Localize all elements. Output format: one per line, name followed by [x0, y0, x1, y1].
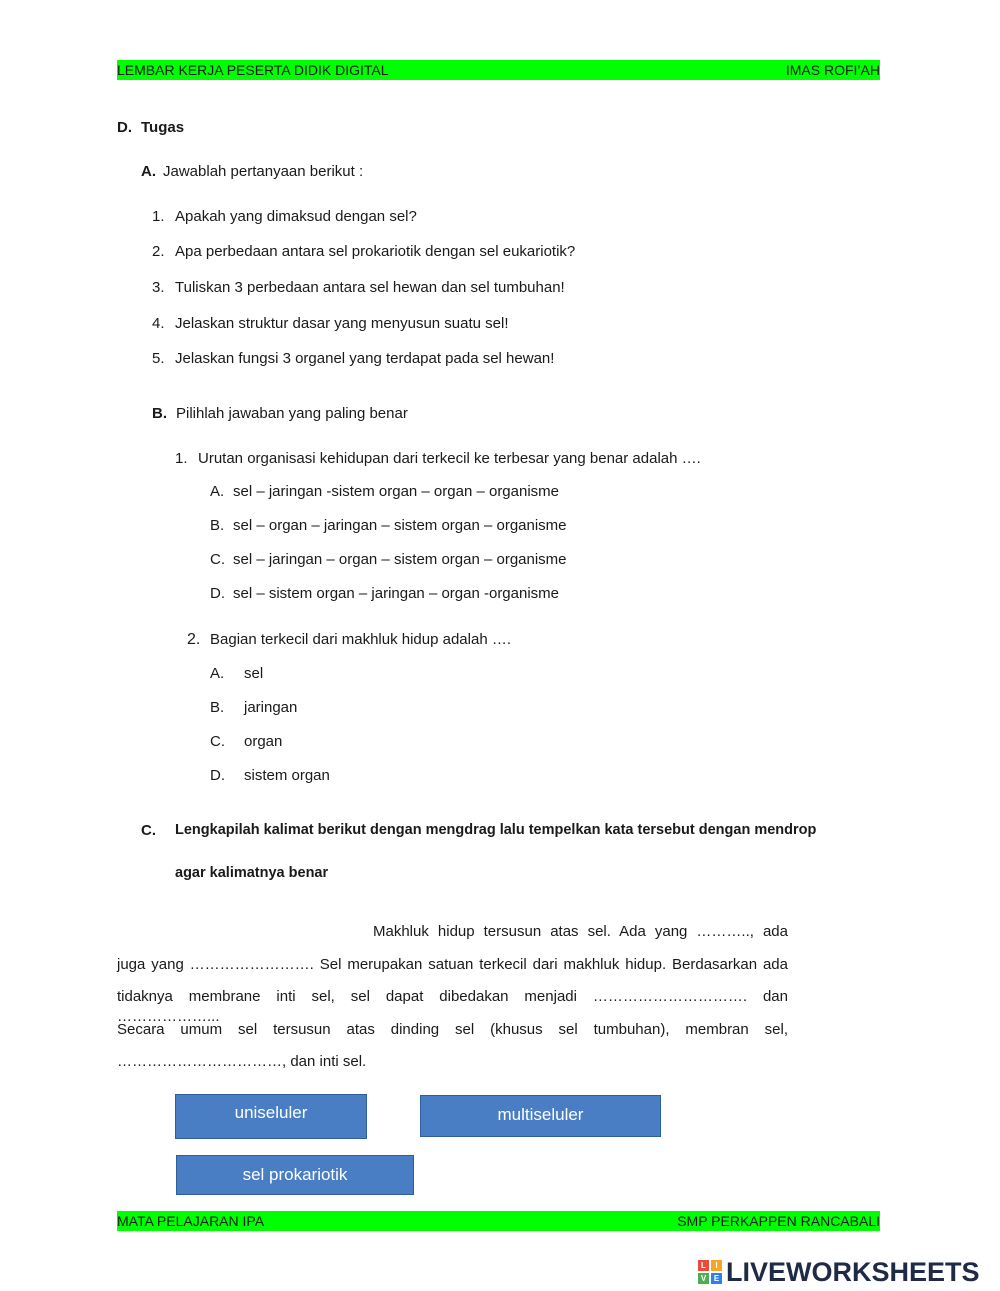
question-number: 1.	[152, 208, 165, 225]
footer-left-text: MATA PELAJARAN IPA	[117, 1213, 265, 1229]
section-d-title: Tugas	[141, 119, 185, 136]
option-text[interactable]: sel – organ – jaringan – sistem organ – organisme	[233, 517, 567, 534]
paragraph-line: tidaknya membrane inti sel, sel dapat dibedakan menjadi …………………………. dan ………………...	[117, 988, 788, 1025]
option-letter: D.	[210, 585, 225, 602]
part-a-title: Jawablah pertanyaan berikut :	[163, 163, 364, 180]
footer-bar	[117, 1211, 880, 1231]
logo-mark-icon	[698, 1260, 722, 1284]
logo-letter: E	[711, 1273, 722, 1284]
option-text[interactable]: sel – jaringan – organ – sistem organ – organisme	[233, 551, 567, 568]
drag-chip-sel-prokariotik[interactable]: sel prokariotik	[176, 1155, 414, 1195]
question-text: Tuliskan 3 perbedaan antara sel hewan dan sel tumbuhan!	[175, 279, 565, 296]
option-text[interactable]: sel – sistem organ – jaringan – organ -organisme	[233, 585, 560, 602]
paragraph-line: juga yang ……………………. Sel merupakan satuan terkecil dari makhluk hidup. Berdasarkan ada	[117, 956, 788, 973]
question-number: 5.	[152, 350, 165, 367]
option-letter: A.	[210, 483, 225, 500]
logo-letter: V	[698, 1273, 709, 1284]
mcq-question: Bagian terkecil dari makhluk hidup adalah ….	[210, 631, 512, 648]
option-text[interactable]: jaringan	[244, 699, 298, 716]
part-c-label: C.	[141, 822, 156, 839]
part-c-title-line2: agar kalimatnya benar	[175, 865, 329, 881]
option-text[interactable]: organ	[244, 733, 283, 750]
liveworksheets-logo	[698, 1257, 980, 1287]
mcq-number: 1.	[175, 450, 188, 467]
option-letter: C.	[210, 551, 225, 568]
question-text: Apakah yang dimaksud dengan sel?	[175, 208, 417, 225]
drag-chip-uniseluler[interactable]: uniseluler	[175, 1094, 367, 1139]
option-letter: D.	[210, 767, 225, 784]
paragraph-line: ……………………………, dan inti sel.	[117, 1053, 367, 1070]
option-letter: C.	[210, 733, 225, 750]
logo-text: LIVEWORKSHEETS	[726, 1256, 980, 1287]
mcq-number: 2.	[187, 631, 201, 648]
question-number: 4.	[152, 315, 165, 332]
question-number: 2.	[152, 243, 165, 260]
header-left-text: LEMBAR KERJA PESERTA DIDIK DIGITAL	[117, 62, 389, 78]
drag-chip-multiseluler[interactable]: multiseluler	[420, 1095, 661, 1137]
option-text[interactable]: sistem organ	[244, 767, 330, 784]
option-letter: B.	[210, 517, 225, 534]
mcq-question: Urutan organisasi kehidupan dari terkecil ke terbesar yang benar adalah ….	[198, 450, 701, 467]
question-number: 3.	[152, 279, 165, 296]
question-text: Jelaskan fungsi 3 organel yang terdapat pada sel hewan!	[175, 350, 555, 367]
paragraph-line: Secara umum sel tersusun atas dinding sel (khusus sel tumbuhan), membran sel,	[117, 1021, 788, 1038]
question-text: Apa perbedaan antara sel prokariotik dengan sel eukariotik?	[175, 243, 576, 260]
part-a-label: A.	[141, 163, 156, 180]
option-letter: B.	[210, 699, 225, 716]
part-b-title: Pilihlah jawaban yang paling benar	[176, 405, 408, 422]
header-bar	[117, 60, 880, 80]
header-right-text: IMAS ROFI’AH	[785, 62, 880, 78]
logo-letter: L	[698, 1260, 709, 1271]
footer-right-text: SMP PERKAPPEN RANCABALI	[677, 1213, 880, 1229]
section-d-label: D.	[117, 119, 132, 136]
logo-letter: I	[711, 1260, 722, 1271]
option-letter: A.	[210, 665, 225, 682]
option-text[interactable]: sel – jaringan -sistem organ – organ – organisme	[233, 483, 560, 500]
question-text: Jelaskan struktur dasar yang menyusun suatu sel!	[175, 315, 509, 332]
paragraph-line: Makhluk hidup tersusun atas sel. Ada yang ……….., ada	[373, 923, 788, 940]
part-c-title-line1: Lengkapilah kalimat berikut dengan mengdrag lalu tempelkan kata tersebut dengan mendrop	[175, 822, 817, 838]
option-text[interactable]: sel	[244, 665, 264, 682]
part-b-label: B.	[152, 405, 167, 422]
